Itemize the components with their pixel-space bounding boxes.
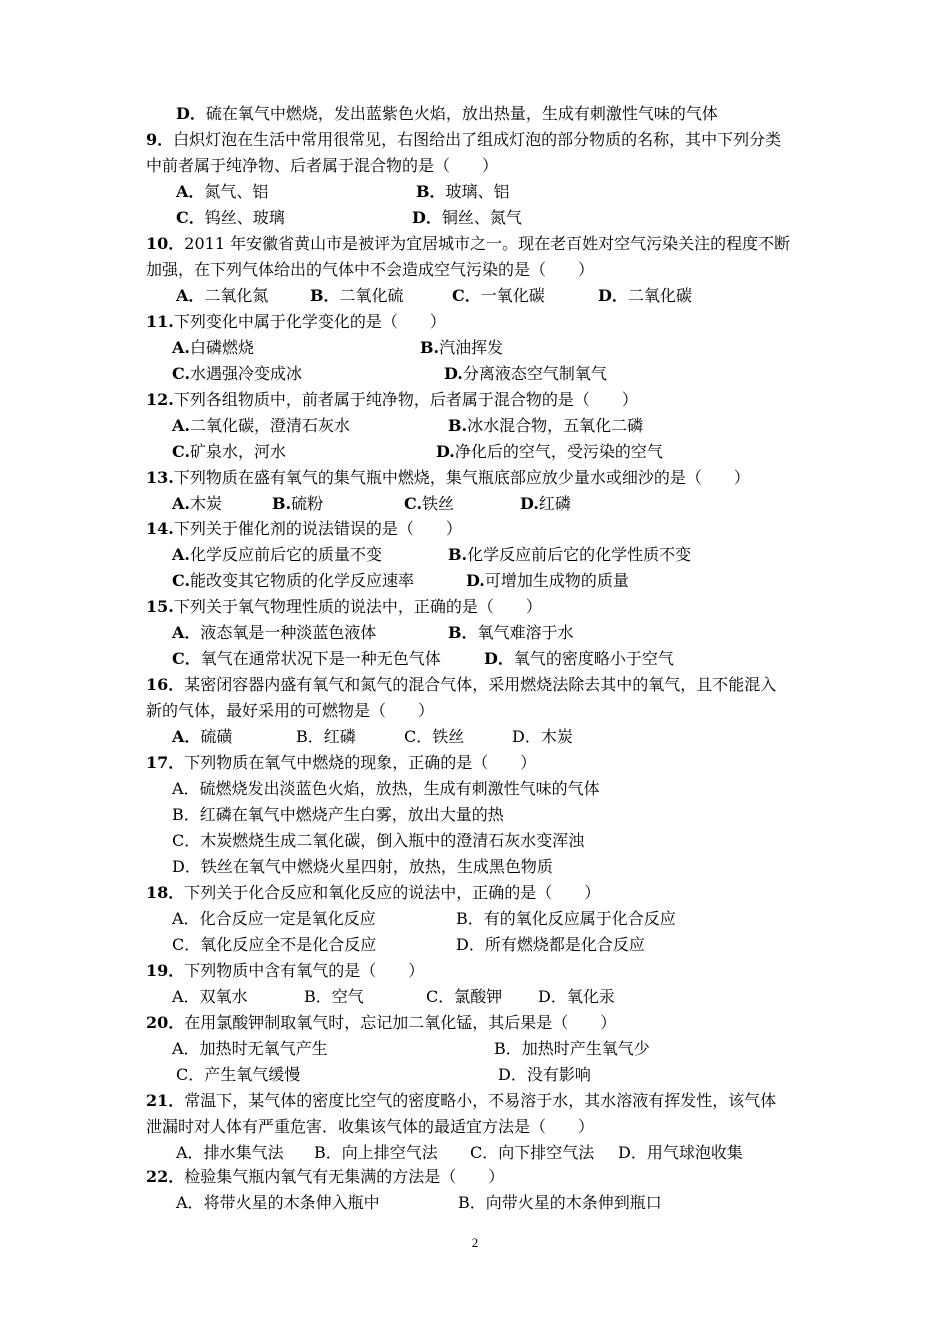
question-20-option-b: B．加热时产生氧气少 — [494, 1039, 650, 1058]
question-19-stem — [146, 961, 424, 981]
page-number: 2 — [471, 1235, 479, 1250]
question-14-option-c: C.能改变其它物质的化学反应速率 — [172, 571, 415, 590]
question-text: 常温下，某气体的密度比空气的密度略小，不易溶于水，其水溶液有挥发性，该气体 — [184, 1091, 777, 1110]
question-18-option-b: B．有的氧化反应属于化合反应 — [456, 909, 676, 928]
question-number: 18． — [146, 883, 185, 902]
question-13-option-d: D.红磷 — [520, 494, 571, 513]
question-12-option-a: A.二氧化碳，澄清石灰水 — [172, 416, 350, 435]
question-17-option-a: A．硫燃烧发出淡蓝色火焰，放热，生成有刺激性气味的气体 — [172, 779, 600, 798]
question-10-option-d: D．二氧化碳 — [598, 286, 692, 305]
question-number: 17． — [146, 753, 185, 772]
question-9-option-d: D．铜丝、氮气 — [412, 208, 522, 227]
question-14-option-b: B.化学反应前后它的化学性质不变 — [448, 545, 692, 564]
question-19-option-a: A．双氧水 — [172, 987, 248, 1006]
question-22-option-a: A．将带火星的木条伸入瓶中 — [176, 1193, 380, 1212]
question-21-stem — [146, 1091, 776, 1111]
question-22-option-b: B．向带火星的木条伸到瓶口 — [458, 1193, 662, 1212]
option-top-d — [176, 104, 718, 124]
question-text: 检验集气瓶内氧气有无集满的方法是（ ） — [184, 1167, 505, 1186]
question-number: 19． — [146, 961, 185, 980]
question-10-stem — [146, 234, 790, 254]
question-number: 16． — [146, 675, 185, 694]
question-19-option-d: D．氧化汞 — [538, 987, 615, 1006]
question-20-stem — [146, 1013, 616, 1033]
question-number: 22． — [146, 1167, 185, 1186]
question-13-option-c: C.铁丝 — [404, 494, 455, 513]
question-number: 12. — [146, 390, 174, 409]
question-number: 14. — [146, 519, 174, 538]
question-10-option-b: B．二氧化硫 — [310, 286, 404, 305]
question-text: 下列各组物质中，前者属于纯净物，后者属于混合物的是（ ） — [173, 390, 638, 409]
question-text: 下列关于氧气物理性质的说法中，正确的是（ ） — [173, 597, 542, 616]
question-20-option-c: C．产生氧气缓慢 — [176, 1065, 301, 1084]
question-13-option-b: B.硫粉 — [272, 494, 324, 513]
question-number: 20． — [146, 1013, 185, 1032]
question-text: 下列关于催化剂的说法错误的是（ ） — [173, 519, 462, 538]
question-12-option-d: D.净化后的空气，受污染的空气 — [436, 442, 663, 461]
question-9-stem-cont: 中前者属于纯净物、后者属于混合物的是（ ） — [146, 156, 499, 175]
question-text: 2011 年安徽省黄山市是被评为宜居城市之一。现在老百姓对空气污染关注的程度不断 — [184, 234, 791, 253]
question-number: 10． — [146, 234, 185, 253]
question-21-stem-cont: 泄漏时对人体有严重危害．收集该气体的最适宜方法是（ ） — [146, 1117, 595, 1136]
question-12-stem — [146, 390, 638, 410]
question-15-option-a: A．液态氧是一种淡蓝色液体 — [172, 623, 377, 642]
question-14-option-a: A.化学反应前后它的质量不变 — [172, 545, 382, 564]
question-9-option-a: A．氮气、铝 — [176, 182, 269, 201]
question-15-option-b: B．氧气难溶于水 — [448, 623, 574, 642]
question-17-stem — [146, 753, 536, 773]
question-14-stem — [146, 519, 462, 539]
question-text: 下列关于化合反应和氧化反应的说法中，正确的是（ ） — [184, 883, 601, 902]
question-11-stem — [146, 312, 446, 332]
question-text: 某密闭容器内盛有氧气和氮气的混合气体，采用燃烧法除去其中的氧气，且不能混入 — [184, 675, 777, 694]
question-18-option-a: A．化合反应一定是氧化反应 — [172, 909, 376, 928]
question-18-option-d: D．所有燃烧都是化合反应 — [456, 935, 645, 954]
question-number: 15. — [146, 597, 174, 616]
question-text: 下列物质中含有氧气的是（ ） — [184, 961, 425, 980]
question-9-option-b: B．玻璃、铝 — [416, 182, 510, 201]
question-16-option-c: C．铁丝 — [404, 727, 465, 746]
question-number: 9． — [146, 130, 174, 149]
option-label: D． — [176, 104, 206, 123]
question-16-stem — [146, 675, 776, 695]
question-16-option-a: A．硫磺 — [172, 727, 233, 746]
question-11-option-b: B.汽油挥发 — [420, 338, 504, 357]
question-15-option-d: D．氧气的密度略小于空气 — [484, 649, 674, 668]
option-text: 硫在氧气中燃烧，发出蓝紫色火焰，放出热量，生成有刺激性气味的气体 — [205, 104, 718, 123]
question-text: 白炽灯泡在生活中常用很常见，右图给出了组成灯泡的部分物质的名称，其中下列分类 — [173, 130, 782, 149]
question-12-option-b: B.冰水混合物，五氧化二磷 — [448, 416, 644, 435]
question-number: 11. — [146, 312, 174, 331]
question-10-option-c: C．一氧化碳 — [452, 286, 545, 305]
question-text: 下列变化中属于化学变化的是（ ） — [173, 312, 446, 331]
question-10-option-a: A．二氧化氮 — [176, 286, 269, 305]
question-21-option-b: B．向上排空气法 — [314, 1143, 438, 1162]
question-10-stem-cont: 加强，在下列气体给出的气体中不会造成空气污染的是（ ） — [146, 260, 595, 279]
question-21-option-a: A．排水集气法 — [176, 1143, 284, 1162]
question-16-stem-cont: 新的气体，最好采用的可燃物是（ ） — [146, 701, 435, 720]
question-11-option-d: D.分离液态空气制氧气 — [444, 364, 607, 383]
question-17-option-c: C．木炭燃烧生成二氧化碳，倒入瓶中的澄清石灰水变浑浊 — [172, 831, 585, 850]
question-text: 下列物质在氧气中燃烧的现象，正确的是（ ） — [184, 753, 537, 772]
question-21-option-c: C．向下排空气法 — [470, 1143, 595, 1162]
question-16-option-b: B．红磷 — [296, 727, 356, 746]
question-20-option-a: A．加热时无氧气产生 — [172, 1039, 328, 1058]
question-9-stem — [146, 130, 781, 150]
question-18-stem — [146, 883, 600, 903]
question-number: 21． — [146, 1091, 185, 1110]
question-19-option-b: B．空气 — [304, 987, 364, 1006]
question-17-option-d: D．铁丝在氧气中燃烧火星四射，放热，生成黑色物质 — [172, 857, 553, 876]
question-22-stem — [146, 1167, 504, 1187]
question-13-option-a: A.木炭 — [172, 494, 222, 513]
question-16-option-d: D．木炭 — [512, 727, 573, 746]
question-number: 13. — [146, 468, 174, 487]
question-11-option-c: C.水遇强冷变成冰 — [172, 364, 303, 383]
question-text: 在用氯酸钾制取氧气时，忘记加二氧化锰，其后果是（ ） — [184, 1013, 617, 1032]
question-14-option-d: D.可增加生成物的质量 — [466, 571, 629, 590]
question-12-option-c: C.矿泉水，河水 — [172, 442, 287, 461]
question-17-option-b: B．红磷在氧气中燃烧产生白雾，放出大量的热 — [172, 805, 504, 824]
question-15-stem — [146, 597, 542, 617]
question-11-option-a: A.白磷燃烧 — [172, 338, 254, 357]
question-13-stem — [146, 468, 750, 488]
question-text: 下列物质在盛有氧气的集气瓶中燃烧，集气瓶底部应放少量水或细沙的是（ ） — [173, 468, 750, 487]
question-18-option-c: C．氧化反应全不是化合反应 — [172, 935, 377, 954]
question-15-option-c: C．氧气在通常状况下是一种无色气体 — [172, 649, 441, 668]
question-19-option-c: C．氯酸钾 — [426, 987, 503, 1006]
question-21-option-d: D．用气球泡收集 — [618, 1143, 743, 1162]
question-9-option-c: C．钨丝、玻璃 — [176, 208, 285, 227]
question-20-option-d: D．没有影响 — [498, 1065, 591, 1084]
